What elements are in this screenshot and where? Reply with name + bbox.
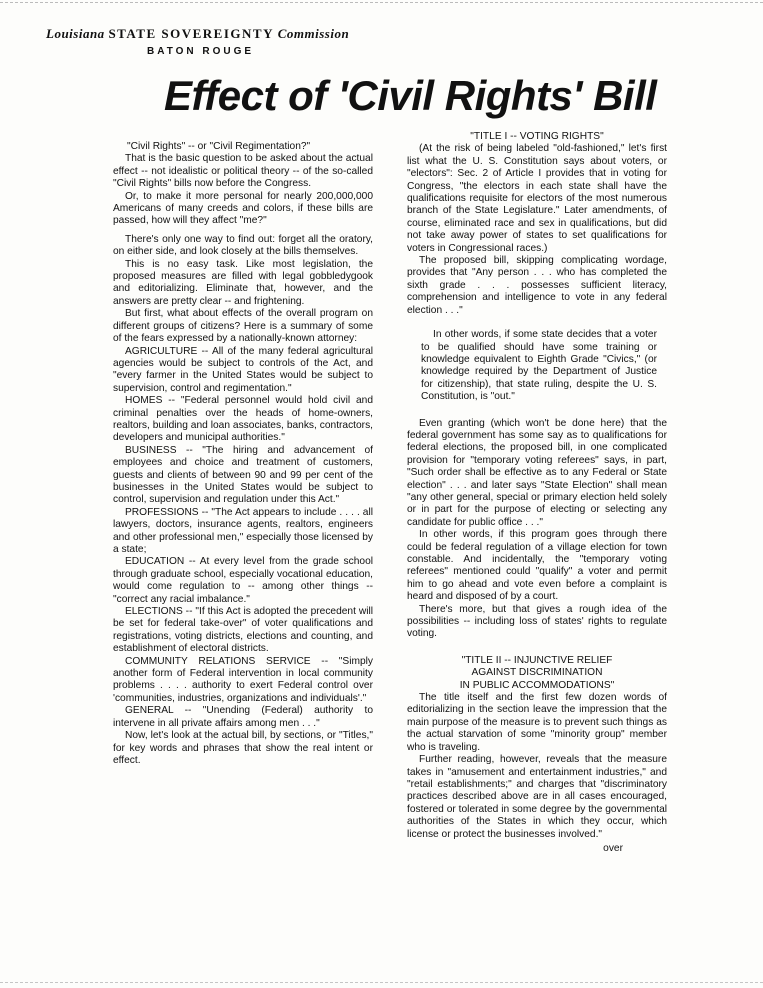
- paragraph: This is no easy task. Like most legislation, the proposed measures are filled with legal gobbledygook and editorializing. Eliminate that, however, and the answers are pretty clear -- and frightening.: [113, 258, 373, 307]
- paragraph: PROFESSIONS -- "The Act appears to include . . . . all lawyers, doctors, insurance agents, realtors, engineers and other professional men," especially those licensed by a state;: [113, 506, 373, 555]
- paragraph: That is the basic question to be asked about the actual effect -- not idealistic or political theory -- of the so-called "Civil Rights" bills now before the Congress.: [113, 153, 373, 190]
- paragraph: (At the risk of being labeled "old-fashioned," let's first list what the U. S. Constitution says about voters, or "electors": Sec. 2 of Article I provides that in voting for Congress, "the electors in each state shall have the qualifications requisite for electors of the most numerous branch of the State Legislature." Later amendments, of course, eliminated race and sex in qualifications, but did not take away power of states to set qualifications for voters in Congressional races.): [407, 143, 667, 254]
- section-heading-line: IN PUBLIC ACCOMMODATIONS": [459, 679, 615, 691]
- pull-quote: In other words, if some state decides that a voter to be qualified should have some training or knowledge equivalent to Eighth Grade "Civics," (or knowledge required by the Department of Justice for citizenship), that state ruling, despite the U. S. Constitution, is "out.": [421, 329, 657, 403]
- paragraph: There's more, but that gives a rough idea of the possibilities -- including loss of states' rights to regulate voting.: [407, 603, 667, 640]
- paragraph: In other words, if this program goes through there could be federal regulation of a village election for town constable. And incidentally, the "temporary voting referees" mentioned could "qualify" a voter and permit him to go ahead and vote even before a complaint is heard and disposed of by a court.: [407, 529, 667, 603]
- paragraph: The proposed bill, skipping complicating wordage, provides that "Any person . . . who has completed the sixth grade . . . possesses sufficient literacy, comprehension and intelligence to vote in any federal election . . .": [407, 255, 667, 316]
- paragraph: "Civil Rights" -- or "Civil Regimentation?": [127, 141, 311, 152]
- paragraph: Further reading, however, reveals that the measure takes in "amusement and entertainment industries," and "retail establishments;" and charges that "discriminatory practices described above are in all cases encouraged, fostered or tolerated in some degree by the governmental authorities of the States in which they occur, which license or protect the businesses involved.": [407, 754, 667, 840]
- section-heading-line: "TITLE II -- INJUNCTIVE RELIEF: [461, 654, 613, 666]
- continued-over-label: over: [603, 842, 623, 854]
- bottom-dashed-border: [0, 982, 763, 983]
- top-dashed-border: [0, 2, 763, 3]
- paragraph: The title itself and the first few dozen words of editorializing in the section leave the impression that the main purpose of the measure is to prevent such things as the actual starvation of some "minority group" member who is traveling.: [407, 692, 667, 753]
- paragraph: EDUCATION -- At every level from the grade school through graduate school, especially vocational education, would come regulation to -- among other things -- "correct any racial imbalance.": [113, 556, 373, 605]
- left-column: [113, 141, 373, 767]
- paragraph: ELECTIONS -- "If this Act is adopted the precedent will be set for federal take-over" of voter qualifications and registrations, voting districts, elections and counting, and establishment of electoral districts.: [113, 606, 373, 655]
- paragraph: Now, let's look at the actual bill, by sections, or "Titles," for key words and phrases that show the real intent or effect.: [113, 730, 373, 766]
- masthead-script: Louisiana: [46, 26, 105, 41]
- paragraph: But first, what about effects of the overall program on different groups of citizens? Here is a summary of some of the fears expressed by a nationally-known attorney:: [113, 308, 373, 345]
- paragraph: GENERAL -- "Unending (Federal) authority to intervene in all private affairs among men . . .": [113, 705, 373, 729]
- masthead-tail: Commission: [277, 26, 350, 41]
- section-heading-line: AGAINST DISCRIMINATION: [471, 667, 603, 679]
- right-column: [407, 129, 667, 855]
- paragraph: There's only one way to find out: forget all the oratory, on either side, and look closely at the bills themselves.: [113, 233, 373, 258]
- page-title: Effect of 'Civil Rights' Bill: [164, 72, 657, 119]
- paragraph: Or, to make it more personal for nearly 200,000,000 Americans of many creeds and colors, if these bills are passed, how will they affect "me?": [113, 190, 373, 227]
- section-heading-title-2: [407, 655, 667, 692]
- paragraph: COMMUNITY RELATIONS SERVICE -- "Simply another form of Federal intervention in local community problems . . . . authority to exert Federal control over 'communities, industries, organizations and individuals'.": [113, 655, 373, 704]
- masthead-caps: STATE SOVEREIGNTY: [108, 26, 274, 41]
- masthead-city: BATON ROUGE: [147, 46, 255, 57]
- paragraph: HOMES -- "Federal personnel would hold civil and criminal penalties over the heads of home-owners, realtors, building and loan associates, banks, contractors, developers and municipal authorities.": [113, 395, 373, 444]
- paragraph: Even granting (which won't be done here) that the federal government has some say as to qualifications for federal elections, the proposed bill, in one complicated provision for "temporary voting referees" says, in part, "Such order shall be effective as to any Federal or State election" . . . and later says "State Election" shall mean "any other general, special or primary election held solely or in part for the purpose of electing or selecting any candidate for public office . . .": [407, 417, 667, 528]
- paragraph: BUSINESS -- "The hiring and advancement of employees and choice and treatment of customers, guests and clients of between 90 and 99 per cent of the businesses in the United States would be subject to control, supervision and regulation under this Act.": [113, 444, 373, 506]
- paragraph: AGRICULTURE -- All of the many federal agricultural agencies would be subject to controls of the Act, and "every farmer in the United States would be subject to supervision, control and regimentation.": [113, 345, 373, 394]
- masthead: [46, 26, 349, 42]
- section-heading-title-1: "TITLE I -- VOTING RIGHTS": [470, 131, 604, 142]
